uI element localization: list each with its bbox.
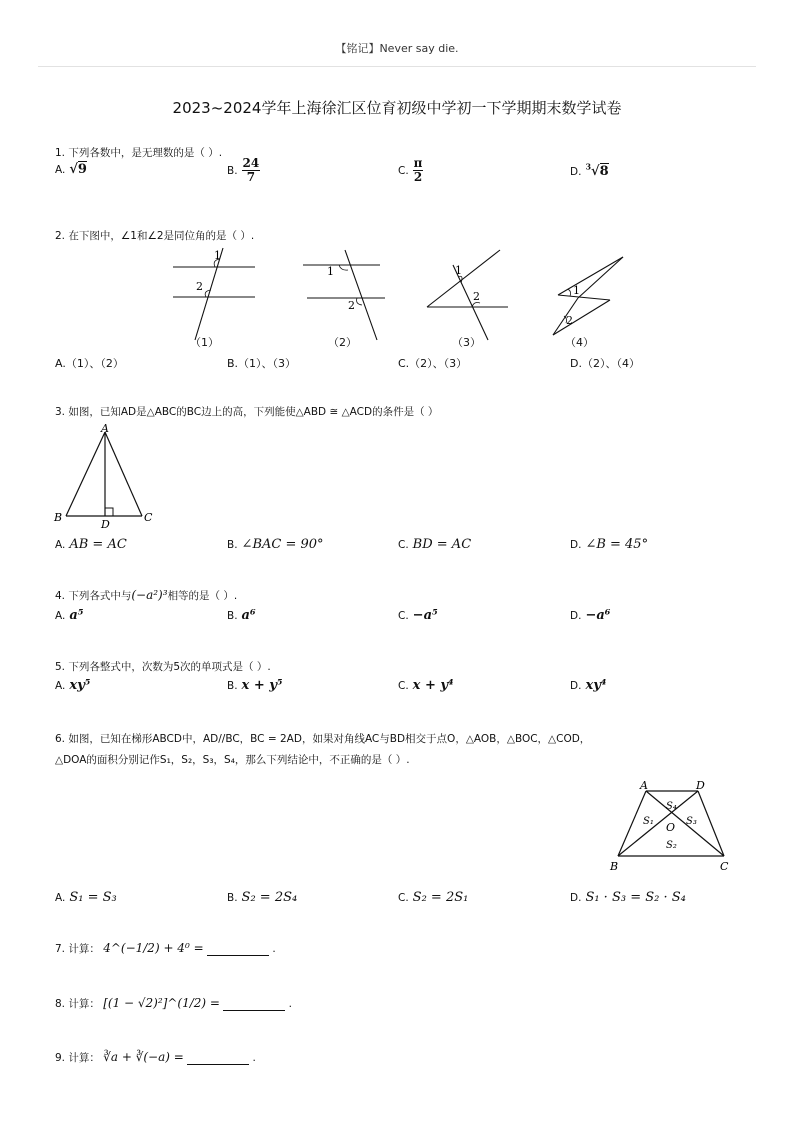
q9 (55, 1050, 256, 1065)
q1-a-radicand: 9 (77, 162, 87, 177)
q2-option-a: A.（1）、（2） (55, 357, 124, 370)
q2-fig2-angle1: 1 (327, 265, 334, 278)
q6-region-s4: S₄ (666, 801, 677, 812)
q4-d-label: D. (570, 610, 582, 622)
q5-a-text: xy⁵ (69, 678, 91, 693)
q4-a-text: a⁵ (69, 608, 84, 623)
q1-c-numerator: π (413, 156, 423, 170)
q6-a-label: A. (55, 892, 66, 904)
q2-figure-3 (420, 245, 520, 345)
q2-fig3-caption: （3） (452, 336, 481, 349)
q3-b-text: ∠BAC = 90° (241, 537, 324, 552)
q4-a-label: A. (55, 610, 66, 622)
q4-option-d (570, 608, 610, 623)
q4-option-b (227, 608, 256, 623)
q5-option-c (398, 678, 454, 693)
q1-b-denominator: 7 (246, 170, 256, 185)
q7 (55, 941, 276, 956)
q3-d-text: ∠B = 45° (585, 537, 649, 552)
q1-c-denominator: 2 (413, 170, 423, 185)
q3-option-b (227, 537, 324, 552)
q1-option-c (398, 157, 423, 184)
page-header: 【铭记】Never say die. (335, 42, 459, 55)
q5-option-b (227, 678, 283, 693)
q6-point-d: D (696, 779, 705, 792)
q2-figure-2 (295, 245, 395, 345)
q6-stem-line1: 6. 如图，已知在梯形ABCD中，AD//BC，BC = 2AD，如果对角线AC与BD相交于点O，△AOB，△BOC，△COD， (55, 733, 591, 745)
q9-answer-blank[interactable] (187, 1052, 249, 1065)
q7-expression: 4^(−1/2) + 4⁰ = (103, 941, 204, 955)
q5-stem: 5. 下列各整式中，次数为5次的单项式是（ ）. (55, 661, 271, 673)
q4-c-label: C. (398, 610, 409, 622)
q8-answer-blank[interactable] (223, 998, 285, 1011)
q2-option-c: C.（2）、（3） (398, 357, 468, 370)
q5-a-label: A. (55, 680, 66, 692)
q8 (55, 996, 292, 1011)
q4-stem (55, 588, 237, 603)
q1-option-d: D. $^3$√8 (570, 162, 609, 180)
q6-d-label: D. (570, 892, 582, 904)
q1-d-label: D. (570, 166, 582, 179)
q4-option-a (55, 608, 83, 623)
q5-c-label: C. (398, 680, 409, 692)
q2-fig1-caption: （1） (190, 336, 219, 349)
q6-c-label: C. (398, 892, 409, 904)
q1-d-radicand: 8 (599, 164, 609, 180)
q2-fig4-caption: （4） (565, 336, 594, 349)
q1-stem: 1. 下列各数中，是无理数的是（ ）. (55, 147, 223, 159)
q6-option-a (55, 890, 117, 905)
q2-fig1-angle2: 2 (196, 280, 203, 293)
q6-trapezoid-figure (606, 776, 736, 876)
q2-fig4-angle2: 2 (566, 314, 573, 327)
q6-stem-line2: △DOA的面积分别记作S₁，S₂，S₃，S₄，那么下列结论中，不正确的是（ ）. (55, 754, 410, 766)
q2-stem: 2. 在下图中，∠1和∠2是同位角的是（ ）. (55, 230, 255, 242)
header-divider (38, 66, 756, 67)
q1-option-b (227, 157, 260, 184)
q5-option-d (570, 678, 606, 693)
q3-a-text: AB = AC (69, 537, 127, 552)
q7-answer-blank[interactable] (207, 943, 269, 956)
q2-fig4-angle1: 1 (573, 284, 580, 297)
q6-option-d (570, 890, 686, 905)
q6-region-s1: S₁ (643, 816, 654, 827)
q1-b-label: B. (227, 165, 238, 178)
q1-c-label: C. (398, 165, 409, 178)
q7-prefix: 7. 计算： (55, 943, 100, 955)
q4-stem-post: 相等的是（ ）. (167, 590, 238, 602)
q4-c-text: −a⁵ (412, 608, 438, 623)
q3-point-d: D (101, 518, 110, 531)
q3-option-d (570, 537, 648, 552)
q4-stem-expr: (−a²)³ (131, 588, 168, 602)
q2-fig1-angle1: 1 (214, 249, 221, 262)
q7-suffix: . (272, 943, 276, 955)
q1-option-a: A. √9 (55, 162, 87, 177)
q6-option-c (398, 890, 468, 905)
q6-point-c: C (720, 860, 729, 873)
q3-point-b: B (54, 511, 63, 524)
q5-b-label: B. (227, 680, 238, 692)
q6-a-text: S₁ = S₃ (69, 890, 117, 905)
q5-option-a (55, 678, 90, 693)
q2-fig2-angle2: 2 (348, 299, 355, 312)
q3-stem: 3. 如图，已知AD是△ABC的BC边上的高，下列能使△ABD ≅ △ACD的条件是（ ） (55, 406, 439, 418)
q4-stem-pre: 4. 下列各式中与 (55, 590, 132, 602)
q5-c-text: x + y⁴ (412, 678, 454, 693)
q6-region-s2: S₂ (666, 840, 677, 851)
q4-b-label: B. (227, 610, 238, 622)
q3-d-label: D. (570, 539, 582, 551)
q3-option-a (55, 537, 127, 552)
q5-d-text: xy⁴ (585, 678, 607, 693)
q9-prefix: 9. 计算： (55, 1052, 100, 1064)
q5-b-text: x + y⁵ (241, 678, 283, 693)
q6-point-a: A (640, 779, 648, 792)
q2-fig3-angle1: 1 (455, 264, 462, 277)
q4-option-c (398, 608, 438, 623)
q1-b-numerator: 24 (242, 156, 260, 170)
q3-point-a: A (101, 422, 109, 435)
q6-b-label: B. (227, 892, 238, 904)
q9-expression: ∛a + ∛(−a) = (103, 1050, 184, 1064)
q2-figure-4 (548, 250, 633, 340)
q6-option-b (227, 890, 297, 905)
q3-triangle-figure (52, 420, 162, 532)
q4-d-text: −a⁶ (585, 608, 611, 623)
q3-point-c: C (144, 511, 153, 524)
q6-point-b: B (610, 860, 619, 873)
q5-d-label: D. (570, 680, 582, 692)
q3-c-text: BD = AC (412, 537, 472, 552)
q1-d-index: 3 (585, 162, 592, 172)
q6-region-s3: S₃ (686, 816, 697, 827)
q3-option-c (398, 537, 471, 552)
q8-prefix: 8. 计算： (55, 998, 100, 1010)
q1-a-label: A. (55, 164, 66, 176)
q9-suffix: . (252, 1052, 256, 1064)
q6-d-text: S₁ · S₃ = S₂ · S₄ (585, 890, 686, 905)
q2-figure-1 (165, 245, 270, 345)
q8-expression: [(1 − √2)²]^(1/2) = (103, 996, 220, 1010)
q2-option-d: D.（2）、（4） (570, 357, 640, 370)
q6-b-text: S₂ = 2S₄ (241, 890, 298, 905)
q3-a-label: A. (55, 539, 66, 551)
q6-point-o: O (666, 821, 676, 834)
q3-b-label: B. (227, 539, 238, 551)
q2-option-b: B.（1）、（3） (227, 357, 297, 370)
q4-b-text: a⁶ (241, 608, 256, 623)
q2-fig2-caption: （2） (328, 336, 357, 349)
q2-fig3-angle2: 2 (473, 290, 480, 303)
page-title: 2023~2024学年上海徐汇区位育初级中学初一下学期期末数学试卷 (172, 99, 622, 117)
q3-c-label: C. (398, 539, 409, 551)
q6-c-text: S₂ = 2S₁ (412, 890, 469, 905)
q8-suffix: . (288, 998, 292, 1010)
